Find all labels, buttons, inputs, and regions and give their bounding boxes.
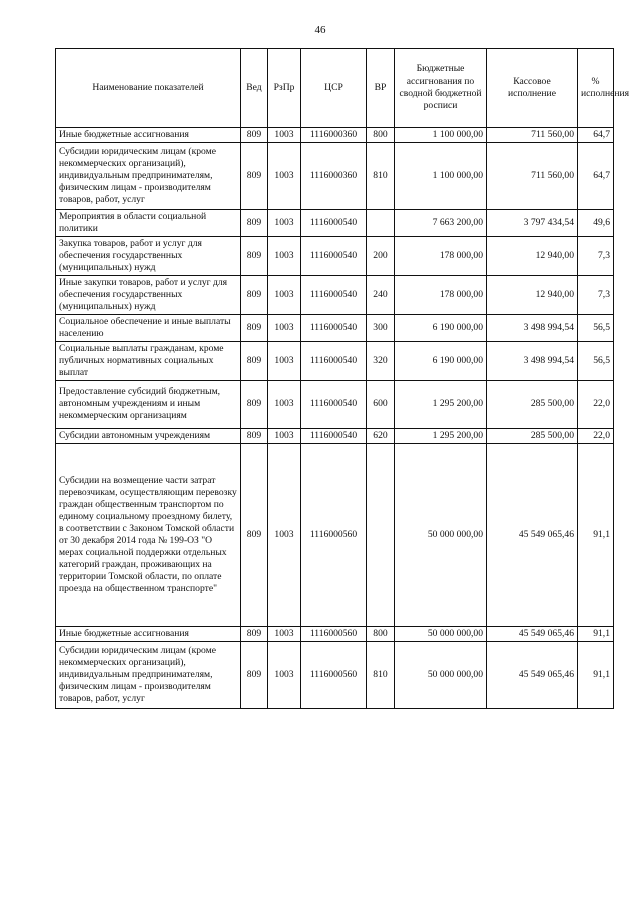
row-vr-cell [367, 443, 395, 626]
table-row [56, 209, 614, 236]
row-rzpr-cell: 1003 [268, 626, 301, 641]
row-percent-cell: 64,7 [578, 128, 614, 143]
column-header-cash: Кассовое исполнение [487, 49, 578, 128]
table-row [56, 236, 614, 275]
row-cash-cell: 711 560,00 [487, 128, 578, 143]
row-name-cell: Субсидии юридическим лицам (кроме некоммерческих организаций), индивидуальным предпринимателям, физическим лицам - производителям товаров, работ, услуг [56, 641, 241, 708]
row-percent-cell: 49,6 [578, 209, 614, 236]
row-budget-cell: 1 100 000,00 [395, 128, 487, 143]
table-row [56, 626, 614, 641]
row-vr-cell: 300 [367, 314, 395, 341]
row-ved-cell: 809 [241, 142, 268, 209]
row-budget-cell: 50 000 000,00 [395, 641, 487, 708]
column-header-name: Наименование показателей [56, 49, 241, 128]
row-percent-cell: 22,0 [578, 428, 614, 443]
table-body [56, 128, 614, 709]
row-percent-cell: 64,7 [578, 142, 614, 209]
row-vr-cell: 600 [367, 380, 395, 428]
row-name-cell: Предоставление субсидий бюджетным, автономным учреждениям и иным некоммерческим организациям [56, 380, 241, 428]
row-ved-cell: 809 [241, 236, 268, 275]
row-cash-cell: 45 549 065,46 [487, 443, 578, 626]
row-ved-cell: 809 [241, 128, 268, 143]
row-vr-cell: 240 [367, 275, 395, 314]
row-csr-cell: 1116000360 [301, 128, 367, 143]
row-name-cell: Иные закупки товаров, работ и услуг для обеспечения государственных (муниципальных) нужд [56, 275, 241, 314]
table-header-row [56, 49, 614, 128]
row-vr-cell: 810 [367, 142, 395, 209]
row-cash-cell: 3 498 994,54 [487, 314, 578, 341]
column-header-csr: ЦСР [301, 49, 367, 128]
row-rzpr-cell: 1003 [268, 641, 301, 708]
row-name-cell: Иные бюджетные ассигнования [56, 128, 241, 143]
table-row [56, 641, 614, 708]
table-row [56, 314, 614, 341]
row-percent-cell: 22,0 [578, 380, 614, 428]
row-vr-cell: 200 [367, 236, 395, 275]
row-cash-cell: 3 797 434,54 [487, 209, 578, 236]
row-cash-cell: 3 498 994,54 [487, 341, 578, 380]
row-vr-cell: 800 [367, 626, 395, 641]
row-ved-cell: 809 [241, 314, 268, 341]
row-budget-cell: 178 000,00 [395, 275, 487, 314]
row-percent-cell: 91,1 [578, 641, 614, 708]
table-row [56, 443, 614, 626]
row-csr-cell: 1116000540 [301, 275, 367, 314]
row-cash-cell: 12 940,00 [487, 275, 578, 314]
row-name-cell: Субсидии юридическим лицам (кроме некоммерческих организаций), индивидуальным предпринимателям, физическим лицам - производителям товаров, работ, услуг [56, 142, 241, 209]
row-cash-cell: 711 560,00 [487, 142, 578, 209]
row-budget-cell: 1 100 000,00 [395, 142, 487, 209]
column-header-vr: ВР [367, 49, 395, 128]
row-ved-cell: 809 [241, 275, 268, 314]
row-budget-cell: 178 000,00 [395, 236, 487, 275]
row-budget-cell: 6 190 000,00 [395, 314, 487, 341]
row-csr-cell: 1116000540 [301, 428, 367, 443]
table-row [56, 128, 614, 143]
row-rzpr-cell: 1003 [268, 428, 301, 443]
table-row [56, 275, 614, 314]
row-cash-cell: 12 940,00 [487, 236, 578, 275]
row-ved-cell: 809 [241, 341, 268, 380]
row-budget-cell: 6 190 000,00 [395, 341, 487, 380]
table-row [56, 142, 614, 209]
row-cash-cell: 285 500,00 [487, 428, 578, 443]
row-name-cell: Закупка товаров, работ и услуг для обеспечения государственных (муниципальных) нужд [56, 236, 241, 275]
row-percent-cell: 91,1 [578, 626, 614, 641]
row-name-cell: Социальное обеспечение и иные выплаты населению [56, 314, 241, 341]
row-name-cell: Мероприятия в области социальной политики [56, 209, 241, 236]
row-rzpr-cell: 1003 [268, 209, 301, 236]
row-budget-cell: 50 000 000,00 [395, 443, 487, 626]
row-ved-cell: 809 [241, 641, 268, 708]
table-row [56, 428, 614, 443]
row-ved-cell: 809 [241, 443, 268, 626]
row-vr-cell: 620 [367, 428, 395, 443]
row-ved-cell: 809 [241, 209, 268, 236]
row-percent-cell: 56,5 [578, 314, 614, 341]
column-header-rzpr: РзПр [268, 49, 301, 128]
row-csr-cell: 1116000560 [301, 641, 367, 708]
budget-table [55, 48, 630, 709]
row-rzpr-cell: 1003 [268, 380, 301, 428]
row-ved-cell: 809 [241, 626, 268, 641]
row-budget-cell: 50 000 000,00 [395, 626, 487, 641]
row-csr-cell: 1116000540 [301, 236, 367, 275]
column-header-percent: % исполнения [578, 49, 614, 128]
row-percent-cell: 7,3 [578, 275, 614, 314]
row-csr-cell: 1116000560 [301, 443, 367, 626]
row-csr-cell: 1116000540 [301, 209, 367, 236]
row-rzpr-cell: 1003 [268, 275, 301, 314]
row-rzpr-cell: 1003 [268, 128, 301, 143]
row-cash-cell: 45 549 065,46 [487, 641, 578, 708]
row-budget-cell: 1 295 200,00 [395, 428, 487, 443]
row-percent-cell: 56,5 [578, 341, 614, 380]
row-ved-cell: 809 [241, 380, 268, 428]
row-csr-cell: 1116000540 [301, 380, 367, 428]
row-name-cell: Субсидии автономным учреждениям [56, 428, 241, 443]
row-csr-cell: 1116000540 [301, 314, 367, 341]
row-ved-cell: 809 [241, 428, 268, 443]
column-header-budget: Бюджетные ассигнования по сводной бюджетной росписи [395, 49, 487, 128]
row-rzpr-cell: 1003 [268, 236, 301, 275]
column-header-ved: Вед [241, 49, 268, 128]
row-cash-cell: 45 549 065,46 [487, 626, 578, 641]
row-rzpr-cell: 1003 [268, 443, 301, 626]
row-rzpr-cell: 1003 [268, 314, 301, 341]
row-name-cell: Иные бюджетные ассигнования [56, 626, 241, 641]
row-percent-cell: 7,3 [578, 236, 614, 275]
row-budget-cell: 7 663 200,00 [395, 209, 487, 236]
row-vr-cell: 320 [367, 341, 395, 380]
row-csr-cell: 1116000560 [301, 626, 367, 641]
row-csr-cell: 1116000360 [301, 142, 367, 209]
row-name-cell: Субсидии на возмещение части затрат перевозчикам, осуществляющим перевозку граждан общественным транспортом по единому социальному проездному билету, в соответствии с Законом Томской области от 30 декабря 2014 года № 199-ОЗ "О мерах социальной поддержки отдельных категорий граждан, проживающих на территории Томской области, по оплате проезда на общественном транспорте" [56, 443, 241, 626]
row-rzpr-cell: 1003 [268, 341, 301, 380]
row-vr-cell: 810 [367, 641, 395, 708]
row-csr-cell: 1116000540 [301, 341, 367, 380]
row-name-cell: Социальные выплаты гражданам, кроме публичных нормативных социальных выплат [56, 341, 241, 380]
row-rzpr-cell: 1003 [268, 142, 301, 209]
row-budget-cell: 1 295 200,00 [395, 380, 487, 428]
table-row [56, 341, 614, 380]
page-number: 46 [314, 24, 326, 36]
row-percent-cell: 91,1 [578, 443, 614, 626]
row-vr-cell [367, 209, 395, 236]
table-row [56, 380, 614, 428]
row-cash-cell: 285 500,00 [487, 380, 578, 428]
row-vr-cell: 800 [367, 128, 395, 143]
